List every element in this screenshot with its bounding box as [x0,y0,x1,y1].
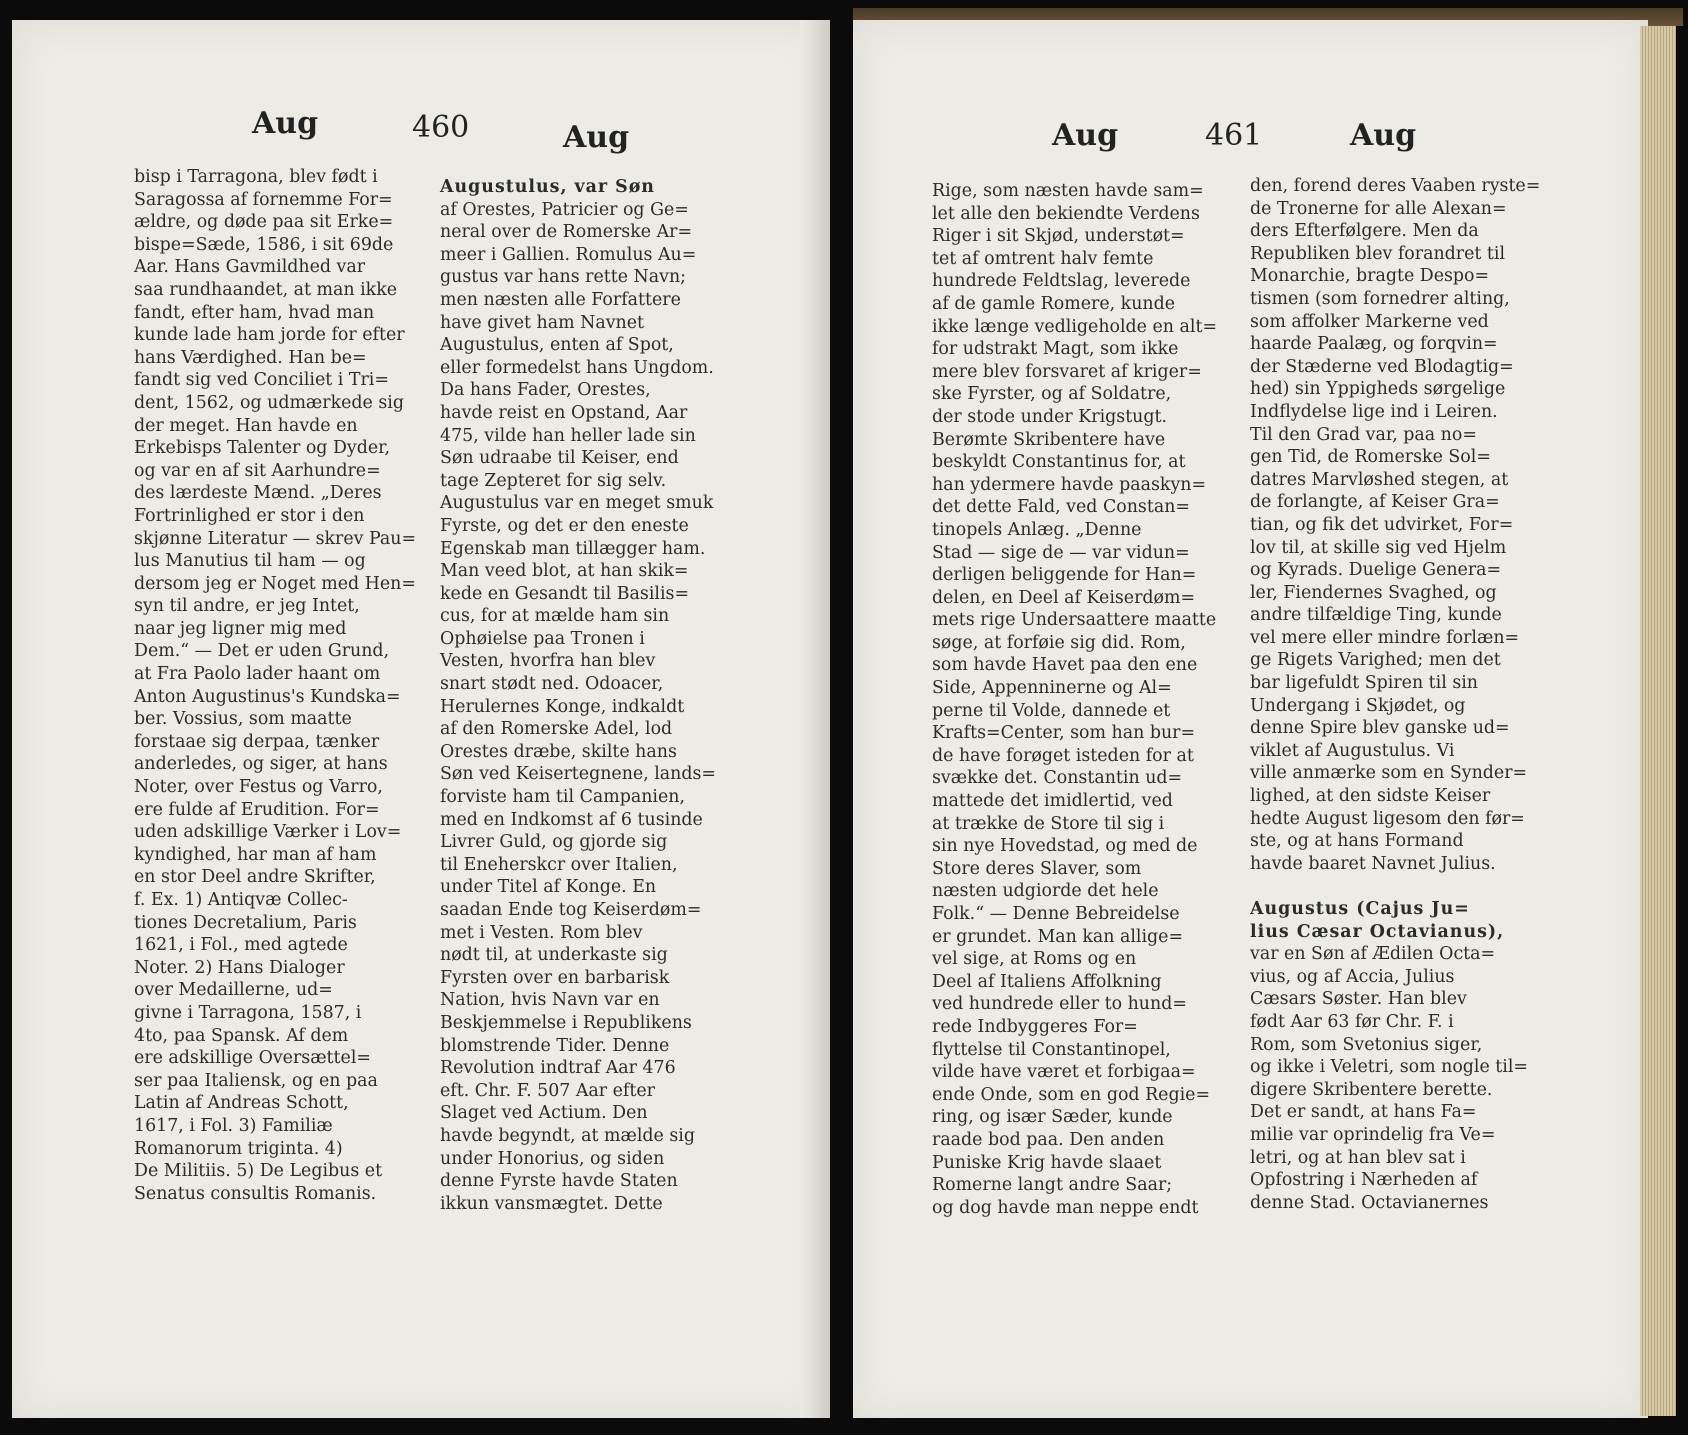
text-line: Indflydelse lige ind i Leiren. [1250,401,1498,422]
text-line: de forlangte, af Keiser Gra= [1250,492,1500,513]
text-line: syn til andre, er jeg Intet, [134,596,360,617]
text-line: at trække de Store til sig i [932,813,1165,834]
text-line: havde begyndt, at mælde sig [440,1125,695,1146]
text-line: Romerne langt andre Saar; [932,1175,1173,1196]
text-line: eft. Chr. F. 507 Aar efter [440,1080,655,1101]
text-line: bar ligefuldt Spiren til sin [1250,673,1479,694]
text-line: vius, og af Accia, Julius [1250,966,1455,987]
text-line: er grundet. Man kan allige= [932,926,1184,947]
text-line: at Fra Paolo lader haant om [134,664,381,685]
text-line: ældre, og døde paa sit Erke= [134,212,394,233]
text-line: Augustulus var en meget smuk [440,493,714,514]
text-line: neral over de Romerske Ar= [440,222,693,243]
left-page-gutter [800,20,830,1418]
page-edges [1640,26,1676,1416]
text-line: ville anmærke som en Synder= [1250,763,1528,784]
text-line: Revolution indtraf Aar 476 [440,1058,676,1079]
text-line: forstaae sig derpaa, tænker [134,731,380,752]
text-line: Romanorum triginta. 4) [134,1138,343,1159]
text-line: Cæsars Søster. Han blev [1250,989,1467,1010]
text-line: 1617, i Fol. 3) Familiæ [134,1115,333,1136]
right-header-left: Aug [1052,118,1119,153]
text-line: lius Cæsar Octavianus), [1250,921,1505,942]
text-line: tage Zepteret for sig selv. [440,470,667,491]
text-line: ring, og især Sæder, kunde [932,1107,1173,1128]
text-line: ser paa Italiensk, og en paa [134,1070,378,1091]
text-line: Senatus consultis Romanis. [134,1183,377,1204]
text-line: Latin af Andreas Schott, [134,1093,349,1114]
text-line: delen, en Deel af Keiserdøm= [932,587,1196,608]
text-line: søge, at forføie sig did. Rom, [932,632,1186,653]
text-line: 1621, i Fol., med agtede [134,935,348,956]
text-line: kunde lade ham jorde for efter [134,325,405,346]
text-line: let alle den bekiendte Verdens [932,203,1200,224]
text-line: som affolker Markerne ved [1250,311,1489,332]
text-line: des lærdeste Mænd. „Deres [134,483,382,504]
text-line: ved hundrede eller to hund= [932,994,1187,1015]
text-line: gustus var hans rette Navn; [440,267,687,288]
text-line: ikkun vansmægtet. Dette [440,1193,663,1214]
text-line: letri, og at han blev sat i [1250,1147,1466,1168]
left-page-column-1 [134,166,424,1205]
text-line: hedte August ligesom den før= [1250,808,1525,829]
text-line: med en Indkomst af 6 tusinde [440,809,703,830]
text-line: svække det. Constantin ud= [932,768,1183,789]
text-line: ere fulde af Erudition. For= [134,799,380,820]
text-line: Augustulus, enten af Spot, [440,335,674,356]
text-line: Riger i sit Skjød, understøt= [932,226,1185,247]
text-line: lighed, at den sidste Keiser [1250,786,1491,807]
text-line: raade bod paa. Den anden [932,1129,1165,1150]
text-line: Da hans Fader, Orestes, [440,380,651,401]
text-line: tet af omtrent halv femte [932,248,1154,269]
text-line: viklet af Augustulus. Vi [1250,740,1455,761]
text-line: en stor Deel andre Skrifter, [134,867,376,888]
text-line: Søn udraabe til Keiser, end [440,448,679,469]
text-line: Noter, over Festus og Varro, [134,777,383,798]
text-line: Herulernes Konge, indkaldt [440,696,685,717]
right-page-number: 461 [1205,118,1263,153]
text-line: hundrede Feldtslag, leverede [932,271,1191,292]
text-line: han ydermere havde paaskyn= [932,474,1207,495]
text-line: denne Fyrste havde Staten [440,1171,678,1192]
text-line: af Orestes, Patricier og Ge= [440,199,689,220]
text-line: ende Onde, som en god Regie= [932,1084,1211,1105]
text-line: bispe=Sæde, 1586, i sit 69de [134,234,394,255]
text-line: Noter. 2) Hans Dialoger [134,957,345,978]
text-line: perne til Volde, dannede et [932,700,1171,721]
text-line: 475, vilde han heller lade sin [440,425,696,446]
text-line: næsten udgiorde det hele [932,881,1159,902]
text-line: forviste ham til Campanien, [440,787,686,808]
text-line: ere adskillige Oversættel= [134,1048,371,1069]
text-line: fandt sig ved Conciliet i Tri= [134,370,389,391]
text-line: dersom jeg er Noget med Hen= [134,573,416,594]
text-line: fandt, efter ham, hvad man [134,302,375,323]
text-line: Store deres Slaver, som [932,858,1142,879]
text-line: ber. Vossius, som maatte [134,709,352,730]
text-line: sin nye Hovedstad, og med de [932,836,1198,857]
text-line: Slaget ved Actium. Den [440,1103,648,1124]
text-line: vel sige, at Roms og en [932,949,1137,970]
text-line: kede en Gesandt til Basilis= [440,583,690,604]
text-line [1250,875,1550,898]
text-line: haarde Paalæg, og forqvin= [1250,334,1498,355]
text-line: Side, Appenninerne og Al= [932,678,1172,699]
text-line: der Stæderne ved Blodagtig= [1250,356,1514,377]
text-line: af de gamle Romere, kunde [932,293,1176,314]
text-line: met i Vesten. Rom blev [440,922,643,943]
text-line: nødt til, at underkaste sig [440,945,668,966]
text-line: født Aar 63 før Chr. F. i [1250,1011,1454,1032]
text-line: Opfostring i Nærheden af [1250,1170,1478,1191]
text-line: og Kyrads. Duelige Genera= [1250,560,1502,581]
text-line: Aar. Hans Gavmildhed var [134,257,366,278]
text-line: Monarchie, bragte Despo= [1250,266,1490,287]
text-line: tian, og fik det udvirket, For= [1250,514,1514,535]
text-line: denne Spire blev ganske ud= [1250,718,1510,739]
text-line: Fyrsten over en barbarisk [440,967,670,988]
text-line: Livrer Guld, og gjorde sig [440,832,668,853]
text-line: Til den Grad var, paa no= [1250,424,1477,445]
text-line: snart stødt ned. Odoacer, [440,674,664,695]
text-line: givne i Tarragona, 1587, i [134,1002,362,1023]
text-line: Anton Augustinus's Kundska= [134,686,401,707]
text-line: til Eneherskcr over Italien, [440,854,678,875]
text-line: skjønne Literatur — skrev Pau= [134,528,417,549]
text-line: anderledes, og siger, at hans [134,754,388,775]
text-line: tismen (som fornedrer alting, [1250,288,1510,309]
text-line: Puniske Krig havde slaaet [932,1152,1162,1173]
text-line: vilde have været et forbigaa= [932,1062,1196,1083]
text-line: andre tilfældige Ting, kunde [1250,605,1502,626]
text-line: Dem.“ — Det er uden Grund, [134,641,390,662]
text-line: Det er sandt, at hans Fa= [1250,1102,1477,1123]
text-line: dent, 1562, og udmærkede sig [134,392,404,413]
right-page-column-1 [932,180,1232,1219]
text-line: Ophøielse paa Tronen i [440,628,645,649]
text-line: mere blev forsvaret af kriger= [932,361,1202,382]
text-line: mattede det imidlertid, ved [932,791,1173,812]
text-line: under Honorius, og siden [440,1148,665,1169]
text-line: og var en af sit Aarhundre= [134,460,381,481]
text-line: havde baaret Navnet Julius. [1250,853,1496,874]
text-line: men næsten alle Forfattere [440,289,681,310]
text-line: ste, og at hans Formand [1250,831,1464,852]
text-line: beskyldt Constantinus for, at [932,452,1186,473]
text-line: derligen beliggende for Han= [932,565,1197,586]
text-line: de have forøget isteden for at [932,745,1194,766]
text-line: lov til, at skille sig ved Hjelm [1250,537,1507,558]
text-line: Fyrste, og det er den eneste [440,515,689,536]
text-line: der meget. Han havde en [134,415,358,436]
text-line: havde reist en Opstand, Aar [440,402,688,423]
text-line: gen Tid, de Romerske Sol= [1250,447,1491,468]
text-line: under Titel af Konge. En [440,877,657,898]
text-line: ler, Fiendernes Svaghed, og [1250,582,1497,603]
text-line: Augustulus, var Søn [440,177,655,197]
text-line: og ikke i Veletri, som nogle til= [1250,1057,1528,1078]
text-line: meer i Gallien. Romulus Au= [440,244,697,265]
text-line: ders Efterfølgere. Men da [1250,221,1479,242]
text-line: blomstrende Tider. Denne [440,1035,670,1056]
text-line: cus, for at mælde ham sin [440,606,670,627]
text-line: milie var oprindelig fra Ve= [1250,1124,1496,1145]
text-line: saa rundhaandet, at man ikke [134,279,398,300]
text-line: der stode under Krigstugt. [932,406,1168,427]
text-line: Stad — sige de — var vidun= [932,542,1190,563]
text-line: tiones Decretalium, Paris [134,912,357,933]
text-line: den, forend deres Vaaben ryste= [1250,176,1541,196]
left-header-left: Aug [252,106,319,141]
text-line: vel mere eller mindre forlæn= [1250,627,1520,648]
text-line: kyndighed, har man af ham [134,844,377,865]
text-line: for udstrakt Magt, som ikke [932,339,1179,360]
text-line: Beskjemmelse i Republikens [440,1012,692,1033]
text-line: flyttelse til Constantinopel, [932,1039,1171,1060]
left-page-number: 460 [412,110,470,145]
right-page-column-2 [1250,175,1550,1214]
left-page-column-2 [440,176,740,1215]
text-line: lus Manutius til ham — og [134,551,366,572]
text-line: Vesten, hvorfra han blev [440,651,656,672]
text-line: Republiken blev forandret til [1250,243,1506,264]
text-line: digere Skribentere berette. [1250,1079,1493,1100]
text-line: Erkebisps Talenter og Dyder, [134,438,391,459]
text-line: De Militiis. 5) De Legibus et [134,1161,383,1182]
text-line: uden adskillige Værker i Lov= [134,822,402,843]
text-line: mets rige Undersaattere maatte [932,610,1217,631]
text-line: 4to, paa Spansk. Af dem [134,1025,349,1046]
left-header-right: Aug [563,120,630,155]
text-line: denne Stad. Octavianernes [1250,1192,1489,1213]
text-line: bisp i Tarragona, blev født i [134,167,378,187]
text-line: f. Ex. 1) Antiqvæ Collec- [134,890,348,910]
text-line: det dette Fald, ved Constan= [932,497,1190,518]
text-line: over Medaillerne, ud= [134,980,333,1001]
text-line: Nation, hvis Navn var en [440,990,660,1011]
text-line: Søn ved Keisertegnene, lands= [440,764,717,785]
text-line: eller formedelst hans Ungdom. [440,357,714,378]
right-header-right: Aug [1350,118,1417,153]
text-line: Orestes dræbe, skilte hans [440,741,677,762]
text-line: som havde Havet paa den ene [932,655,1198,676]
text-line: Augustus (Cajus Ju= [1250,899,1470,919]
text-line: Egenskab man tillægger ham. [440,538,706,559]
text-line: ske Fyrster, og af Soldatre, [932,384,1172,405]
text-line: de Tronerne for alle Alexan= [1250,198,1507,219]
text-line: naar jeg ligner mig med [134,618,347,639]
text-line: og dog havde man neppe endt [932,1197,1199,1218]
text-line: ge Rigets Varighed; men det [1250,650,1501,671]
text-line: Folk.“ — Denne Bebreidelse [932,904,1180,924]
text-line: hed) sin Yppigheds sørgelige [1250,379,1506,400]
text-line: have givet ham Navnet [440,312,645,333]
text-line: rede Indbyggeres For= [932,1016,1138,1037]
text-line: Berømte Skribentere have [932,429,1166,450]
text-line: var en Søn af Ædilen Octa= [1250,944,1496,965]
text-line: Undergang i Skjødet, og [1250,695,1466,716]
text-line: Man veed blot, at han skik= [440,561,689,582]
text-line: ikke længe vedligeholde en alt= [932,316,1218,337]
text-line: Rom, som Svetonius siger, [1250,1034,1483,1055]
text-line: saadan Ende tog Keiserdøm= [440,900,702,920]
text-line: hans Værdighed. Han be= [134,347,367,368]
text-line: datres Marvløshed stegen, at [1250,469,1509,490]
text-line: Rige, som næsten havde sam= [932,181,1204,201]
text-line: af den Romerske Adel, lod [440,719,673,740]
text-line: tinopels Anlæg. „Denne [932,519,1142,540]
text-line: Krafts=Center, som han bur= [932,723,1196,744]
text-line: Saragossa af fornemme For= [134,189,393,210]
text-line: Fortrinlighed er stor i den [134,505,365,526]
text-line: Deel af Italiens Affolkning [932,971,1162,992]
